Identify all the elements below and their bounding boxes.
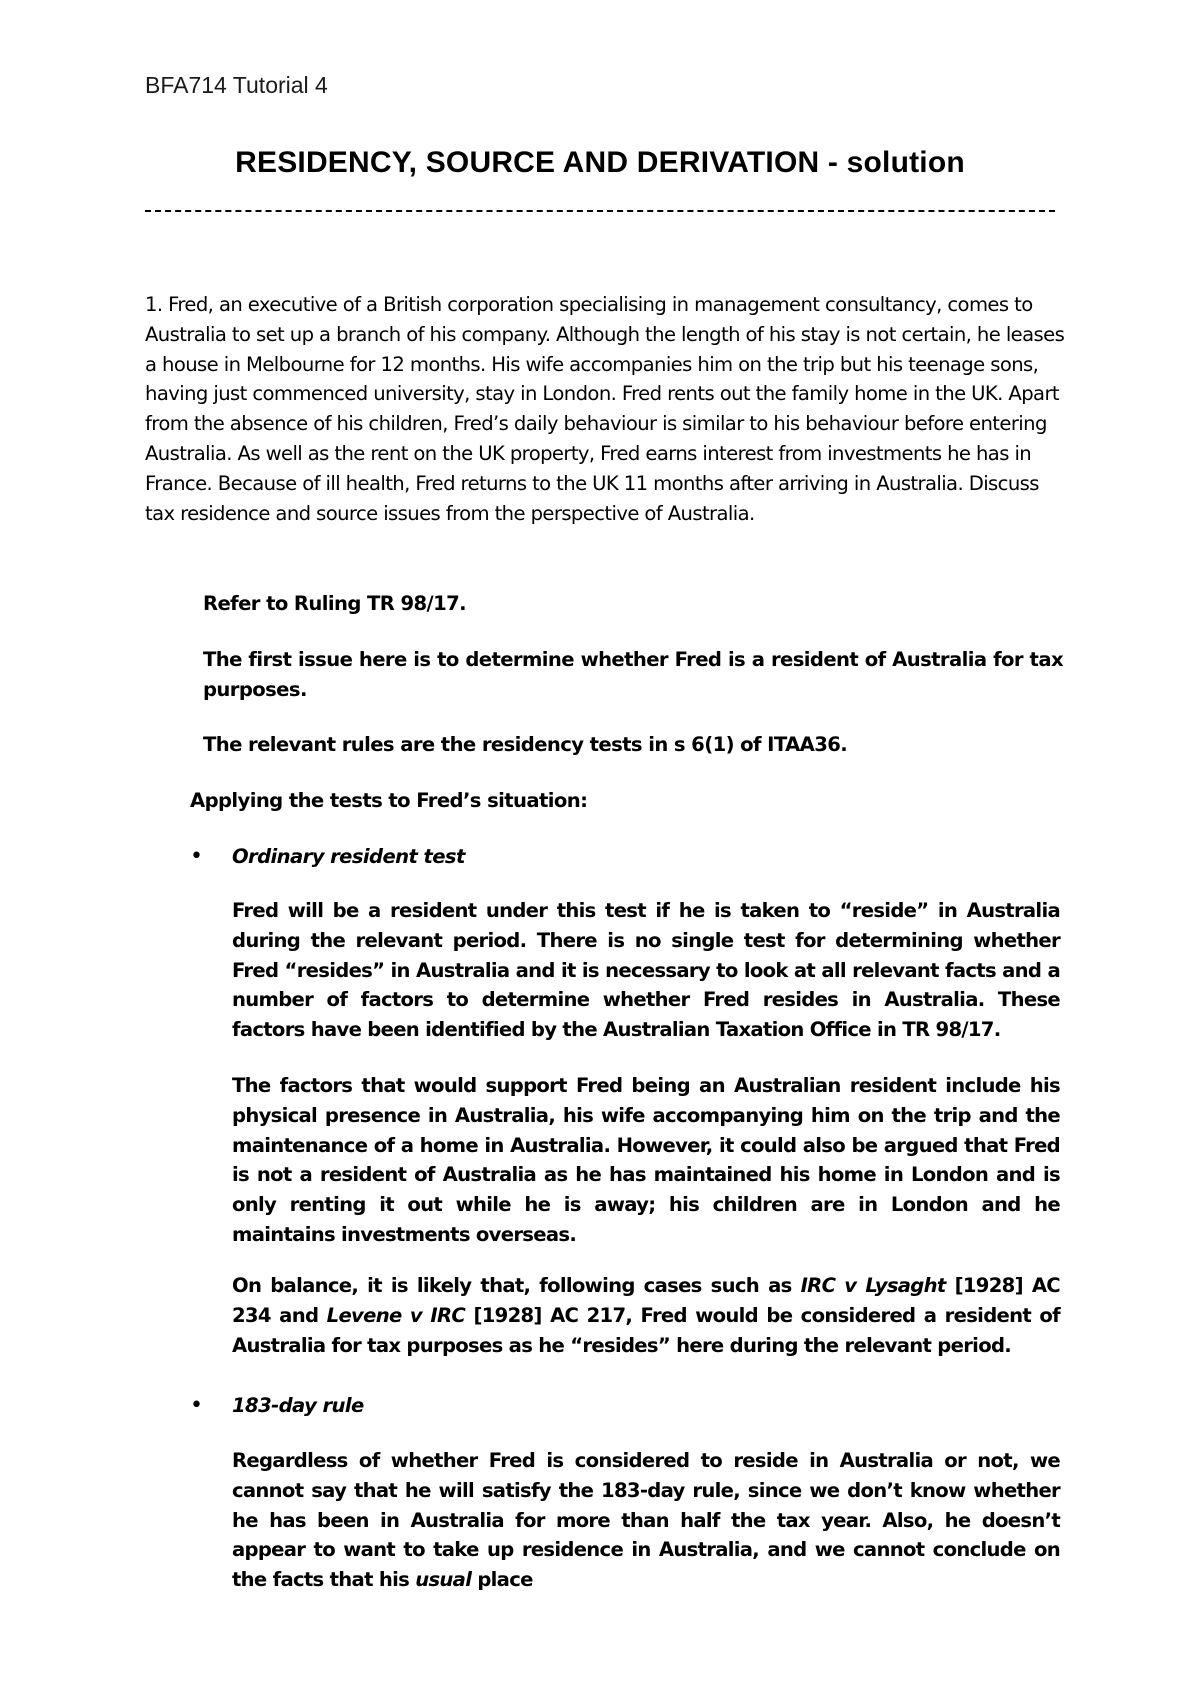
relevant-rules-line: The relevant rules are the residency tests in s 6(1) of ITAA36.	[203, 733, 848, 756]
bullet-icon: •	[190, 1393, 203, 1418]
183-para-suffix: place	[471, 1568, 533, 1592]
first-issue-paragraph: The first issue here is to determine whether Fred is a resident of Australia for tax purposes.	[203, 648, 1063, 701]
bullet-icon: •	[190, 844, 203, 869]
ordinary-test-paragraph-2: The factors that would support Fred being an Australian resident include his physical presence in Australia, his wife accompanying him on the trip and the maintenance of a home in Australia. However, it could also be argued that Fred is not a resident of Australia as he has maintained his home in London and is only renting it out while he is away; his children are in London and he maintains investments overseas.	[232, 1074, 1060, 1246]
usual-emphasis: usual	[415, 1568, 472, 1592]
question-text: 1. Fred, an executive of a British corporation specialising in management consultancy, comes to Australia to set up a branch of his company. Although the length of his stay is not certain, he leases a house in Melbourne for 12 months. His wife accompanies him on the trip but his teenage sons, having just commenced university, stay in London. Fred rents out the family home in the UK. Apart from the absence of his children, Fred’s daily behaviour is similar to his behaviour before entering Australia. As well as the rent on the UK property, Fred earns interest from investments he has in France. Because of ill health, Fred returns to the UK 11 months after arriving in Australia. Discuss tax residence and source issues from the perspective of Australia.	[145, 293, 1065, 525]
ordinary-test-paragraph-3	[232, 1271, 1060, 1360]
refer-line: Refer to Ruling TR 98/17.	[203, 592, 466, 615]
ordinary-test-paragraph-1: Fred will be a resident under this test if he is taken to “reside” in Australia during the relevant period. There is no single test for determining whether Fred “resides” in Australia and it is necessary to look at all relevant facts and a number of factors to determine whether Fred resides in Australia. These factors have been identified by the Australian Taxation Office in TR 98/17.	[232, 899, 1060, 1042]
applying-heading: Applying the tests to Fred’s situation:	[190, 789, 588, 812]
course-label: BFA714 Tutorial 4	[145, 72, 328, 98]
case-name-lysaght: IRC v Lysaght	[800, 1274, 946, 1297]
ordinary-resident-test-heading: Ordinary resident test	[232, 845, 465, 868]
case-name-levene: Levene v IRC	[326, 1303, 466, 1327]
183-day-rule-heading: 183-day rule	[232, 1394, 364, 1417]
dashed-divider	[145, 210, 1055, 212]
para3-suffix: [1928] AC 217, Fred would be considered a resident of Australia for tax purposes as he “resides” here during the relevant period.	[232, 1303, 1060, 1357]
case-citation-lysaght: [1928] AC 234 and	[232, 1274, 1060, 1327]
183-day-rule-paragraph	[232, 1446, 1060, 1595]
183-para-prefix: Regardless of whether Fred is considered to reside in Australia or not, we cannot say that he will satisfy the 183-day rule, since we don’t know whether he has been in Australia for more than half the tax year. Also, he doesn’t appear to want to take up residence in Australia, and we cannot conclude on the facts that his	[232, 1449, 1060, 1592]
para3-prefix: On balance, it is likely that, following cases such as	[232, 1274, 801, 1297]
page-title: RESIDENCY, SOURCE AND DERIVATION - solution	[235, 146, 965, 179]
